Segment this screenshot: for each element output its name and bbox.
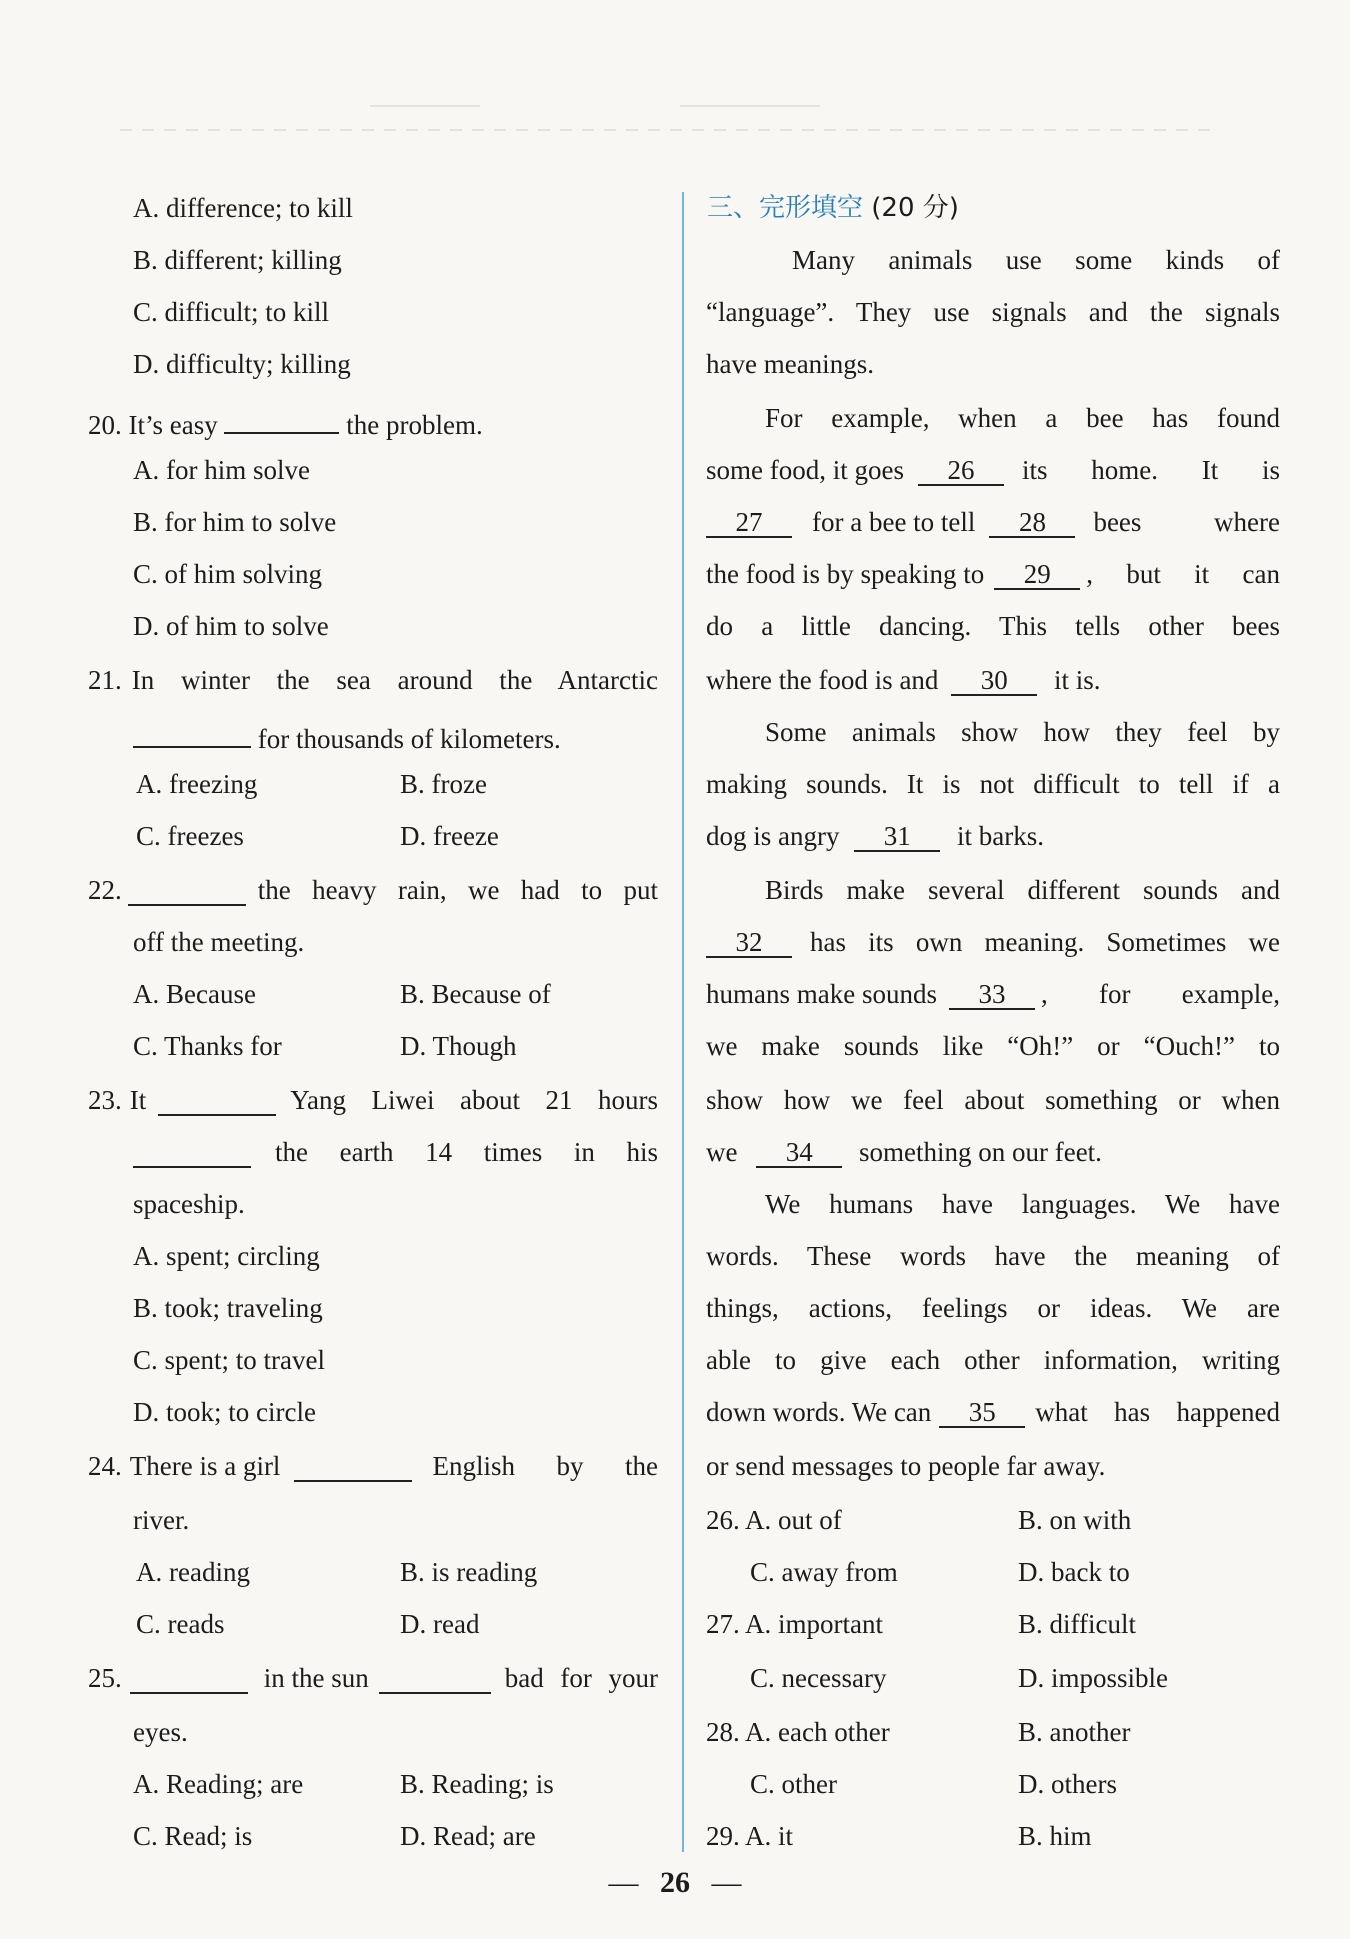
cloze-blank-30[interactable]: 30 — [951, 664, 1037, 696]
q24-stem-line1 — [88, 1450, 658, 1482]
page-number: 26 — [660, 1866, 690, 1899]
q25-option-b: B. Reading; is — [400, 1769, 554, 1799]
q27-option-d: D. impossible — [1018, 1663, 1169, 1693]
q23-option-d: D. took; to circle — [133, 1397, 316, 1427]
q23-stem-text2: the earth 14 times in his — [275, 1137, 658, 1167]
q21-stem-post: for thousands of kilometers. — [257, 724, 561, 754]
question-number: 20. — [88, 410, 122, 440]
passage-p5-line6: or send messages to people far away. — [706, 1451, 1106, 1481]
cloze-blank-34[interactable]: 34 — [756, 1136, 842, 1168]
answer-blank[interactable] — [133, 716, 251, 748]
answer-blank[interactable] — [224, 402, 339, 434]
passage-p2-line1: For example, when a bee has found — [765, 403, 1280, 433]
q21-stem-line1 — [88, 664, 658, 696]
q19-option-c: C. difficult; to kill — [133, 297, 330, 327]
q23-stem-pre: It — [129, 1085, 147, 1115]
q25-option-a: A. Reading; are — [133, 1769, 304, 1799]
question-number: 24. — [88, 1451, 122, 1481]
passage-p1-line1: Many animals use some kinds of — [792, 245, 1280, 275]
column-divider — [682, 192, 684, 1852]
footer-dash-right: — — [711, 1866, 742, 1899]
q28-option-c: C. other — [750, 1769, 837, 1799]
q29-option-b: B. him — [1018, 1821, 1092, 1851]
question-number: 23. — [88, 1085, 122, 1115]
answer-blank[interactable] — [158, 1084, 276, 1116]
q24-stem-pre: There is a girl — [129, 1451, 281, 1481]
q25-stem-line2: eyes. — [133, 1717, 188, 1747]
q27-option-a: 27. A. important — [706, 1609, 883, 1639]
q19-option-d: D. difficulty; killing — [133, 349, 351, 379]
passage-p5-line2: words. These words have the meaning of — [706, 1241, 1280, 1271]
question-number: 26. — [706, 1505, 740, 1535]
faint-header-lines — [120, 78, 1220, 148]
q28-option-b: B. another — [1018, 1717, 1131, 1747]
q20-option-a: A. for him solve — [133, 455, 310, 485]
section-title: 三、完形填空 — [707, 193, 864, 223]
passage-p2-line3: 27 for a bee to tell 28 bees where — [706, 506, 1280, 538]
q28-option-a: 28. A. each other — [706, 1717, 890, 1747]
answer-blank[interactable] — [128, 874, 246, 906]
q22-option-d: D. Though — [400, 1031, 517, 1061]
passage-p2-line4: the food is by speaking to 29 , but it can — [706, 559, 1280, 589]
q27-option-b: B. difficult — [1018, 1609, 1136, 1639]
passage-p2-line5: do a little dancing. This tells other bees — [706, 611, 1280, 641]
q24-option-b: B. is reading — [400, 1557, 538, 1587]
q20-option-b: B. for him to solve — [133, 507, 337, 537]
passage-p5-line4: able to give each other information, writing — [706, 1345, 1280, 1375]
passage-p5-line1: We humans have languages. We have — [765, 1189, 1280, 1219]
cloze-blank-35[interactable]: 35 — [939, 1396, 1025, 1428]
q25-stem-post: bad for your — [504, 1663, 658, 1693]
q26-option-b: B. on with — [1018, 1505, 1132, 1535]
q23-option-b: B. took; traveling — [133, 1293, 323, 1323]
q26-option-a: 26. A. out of — [706, 1505, 842, 1535]
passage-p1-line3: have meanings. — [706, 349, 874, 379]
passage-p5-line5: down words. We can 35 what has happened — [706, 1397, 1280, 1427]
passage-p4-line3: humans make sounds 33 , for example, — [706, 979, 1280, 1009]
passage-p4-line5: show how we feel about something or when — [706, 1085, 1280, 1115]
q20-option-d: D. of him to solve — [133, 611, 329, 641]
q25-stem-mid: in the sun — [263, 1663, 369, 1693]
section-heading — [707, 192, 959, 224]
q23-option-c: C. spent; to travel — [133, 1345, 325, 1375]
cloze-blank-29[interactable]: 29 — [994, 558, 1080, 590]
q21-option-d: D. freeze — [400, 821, 499, 851]
question-number: 27. — [706, 1609, 740, 1639]
q24-stem-post: English by the — [432, 1451, 658, 1481]
q19-option-a: A. difference; to kill — [133, 193, 353, 223]
answer-blank[interactable] — [133, 1136, 251, 1168]
passage-p4-line2: 32 has its own meaning. Sometimes we — [706, 926, 1280, 958]
cloze-blank-27[interactable]: 27 — [706, 506, 792, 538]
q25-option-c: C. Read; is — [133, 1821, 253, 1851]
q20-stem — [88, 402, 483, 441]
q24-stem-line2: river. — [133, 1505, 190, 1535]
q21-option-a: A. freezing — [136, 769, 258, 799]
answer-blank[interactable] — [294, 1450, 412, 1482]
q24-option-d: D. read — [400, 1609, 480, 1639]
passage-p4-line6: we 34 something on our feet. — [706, 1137, 1102, 1167]
cloze-blank-31[interactable]: 31 — [854, 820, 940, 852]
q26-option-c: C. away from — [750, 1557, 898, 1587]
question-number: 21. — [88, 665, 122, 695]
q25-stem-line1 — [88, 1662, 658, 1694]
cloze-blank-28[interactable]: 28 — [989, 506, 1075, 538]
question-number: 25. — [88, 1663, 122, 1693]
q22-option-c: C. Thanks for — [133, 1031, 282, 1061]
q29-option-a: 29. A. it — [706, 1821, 794, 1851]
q23-stem-text: Yang Liwei about 21 hours — [290, 1085, 658, 1115]
answer-blank[interactable] — [130, 1662, 248, 1694]
passage-p3-line2: making sounds. It is not difficult to tell if a — [706, 769, 1280, 799]
passage-p5-line3: things, actions, feelings or ideas. We are — [706, 1293, 1280, 1323]
q28-option-d: D. others — [1018, 1769, 1117, 1799]
q22-stem-line1 — [88, 874, 658, 906]
q25-option-d: D. Read; are — [400, 1821, 536, 1851]
q19-option-b: B. different; killing — [133, 245, 342, 275]
q24-option-a: A. reading — [136, 1557, 250, 1587]
q23-stem-line3: spaceship. — [133, 1189, 245, 1219]
q21-stem-text: In winter the sea around the Antarctic — [131, 665, 658, 695]
q24-option-c: C. reads — [136, 1609, 225, 1639]
footer-dash-left: — — [608, 1866, 639, 1899]
passage-p4-line1: Birds make several different sounds and — [765, 875, 1280, 905]
q23-option-a: A. spent; circling — [133, 1241, 320, 1271]
question-number: 22. — [88, 875, 122, 905]
passage-p4-line4: we make sounds like “Oh!” or “Ouch!” to — [706, 1031, 1280, 1061]
q26-option-d: D. back to — [1018, 1557, 1130, 1587]
cloze-blank-26[interactable]: 26 — [918, 454, 1004, 486]
passage-p1-line2: “language”. They use signals and the signals — [706, 297, 1280, 327]
cloze-blank-33[interactable]: 33 — [949, 978, 1035, 1010]
section-points: (20 分) — [871, 193, 959, 223]
q22-option-b: B. Because of — [400, 979, 551, 1009]
passage-p2-line2: some food, it goes 26 its home. It is — [706, 455, 1280, 485]
question-number: 28. — [706, 1717, 740, 1747]
q21-option-c: C. freezes — [136, 821, 244, 851]
answer-blank[interactable] — [379, 1662, 491, 1694]
q20-stem-post: the problem. — [346, 410, 483, 440]
page-footer — [0, 1866, 1350, 1900]
q22-stem-text: the heavy rain, we had to put — [257, 875, 658, 905]
cloze-blank-32[interactable]: 32 — [706, 926, 792, 958]
q23-stem-line2 — [133, 1136, 658, 1168]
q23-stem-line1 — [88, 1084, 658, 1116]
q27-option-c: C. necessary — [750, 1663, 887, 1693]
passage-p3-line1: Some animals show how they feel by — [765, 717, 1280, 747]
passage-p2-line6: where the food is and 30 it is. — [706, 665, 1101, 695]
q20-option-c: C. of him solving — [133, 559, 323, 589]
q21-stem-line2 — [133, 716, 561, 755]
q20-stem-pre: It’s easy — [128, 410, 218, 440]
question-number: 29. — [706, 1821, 740, 1851]
bleed-through-header — [120, 78, 1220, 158]
q22-stem-line2: off the meeting. — [133, 927, 305, 957]
q22-option-a: A. Because — [133, 979, 256, 1009]
q21-option-b: B. froze — [400, 769, 487, 799]
passage-p3-line3: dog is angry 31 it barks. — [706, 821, 1044, 851]
